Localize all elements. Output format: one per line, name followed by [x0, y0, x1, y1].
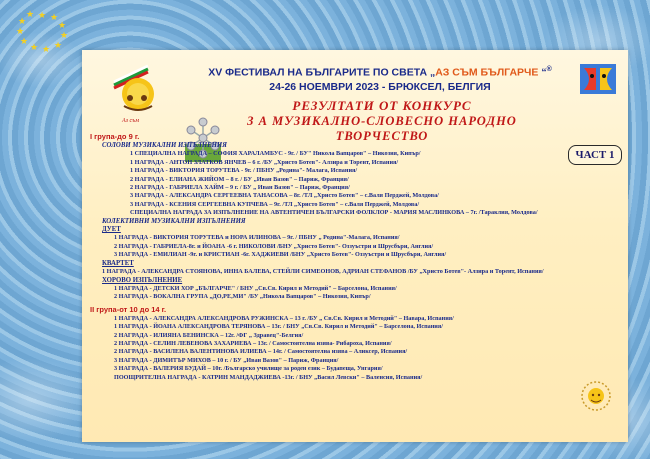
list-item: 1 НАГРАДА - ДЕТСКИ ХОР „БЪЛГАРЧЕ" / БНУ „Св.Св. Кирил и Методий" – Барселона, Испания/ — [114, 284, 397, 292]
results-subtitle: З А МУЗИКАЛНО-СЛОВЕСНО НАРОДНО ТВОРЧЕСТВО — [247, 114, 517, 143]
svg-text:★: ★ — [26, 9, 35, 19]
svg-text:★: ★ — [30, 42, 39, 52]
dates-line: 24-26 НОЕМВРИ 2023 - БРЮКСЕЛ, БЕЛГИЯ — [269, 81, 491, 93]
svg-text:★: ★ — [20, 36, 29, 46]
solo-section-title: СОЛОВИ МУЗИКАЛНИ ИЗПЪЛНЕНИЯ — [102, 142, 227, 149]
part-badge: ЧАСТ 1 — [568, 145, 622, 165]
svg-text:★: ★ — [54, 40, 63, 50]
list-item: 3 НАГРАДА - ВАЛЕРИЯ БУДАЙ – 10г. /Българско училище за роден език – Будапеща, Унгария/ — [114, 365, 383, 373]
festival-name: АЗ СЪМ БЪЛГАРЧЕ — [435, 66, 539, 79]
festival-line-suffix: “ — [538, 66, 547, 79]
star-circle-icon — [8, 8, 78, 54]
list-item: 3 НАГРАДА - КСЕНИЯ СЕРГЕЕВНА КУПЧЕВА – 9г. /ТЛ „Христо Ботев" – с.Валя Перджей, Молдова/ — [130, 200, 420, 208]
festival-line-prefix: XV ФЕСТИВАЛ НА БЪЛГАРИТЕ ПО СВЕТА „ — [208, 66, 436, 79]
quartet-title: КВАРТЕТ — [102, 259, 134, 267]
small-festival-logo-icon — [576, 374, 616, 422]
list-item: 2 НАГРАДА - ГАБРИЕЛА-8г. и ЙОАНА -6 г. НИКОЛОВИ /БНУ „Христо Ботев"- Оззуъстри и Шрусбъри, Англия/ — [114, 242, 434, 250]
list-item: 1 НАГРАДА - АЛЕКСАНДРА АЛЕКСАНДРОВА РУЖИНСКА – 13 г. /БУ „ Св.Св. Кирил и Методий" – Навара, Испания/ — [114, 314, 454, 322]
results-list — [90, 132, 566, 382]
svg-text:Аз съм: Аз съм — [122, 118, 140, 124]
list-item: 1 НАГРАДА - ВИКТОРИЯ ТОРУТЕВА - 9г. / ПБНУ „Родина"- Малага, Испания/ — [130, 167, 358, 175]
list-item: 2 НАГРАДА - СЕЛИН ЛЕВЕНОВА ЗАХАРИЕВА – 13г. / Самостоятелна изява- Рибароха, Испания/ — [114, 339, 392, 347]
choir-title: ХОРОВО ИЗПЪЛНЕНИЕ — [102, 276, 183, 284]
list-item: 1 НАГРАДА - ВИКТОРИЯ ТОРУТЕВА и НОРА ИЛИНОВА – 9г. / ПБНУ „ Родина"-Малага, Испания/ — [114, 234, 400, 242]
list-item: 3 НАГРАДА - ЕМИЛИАН -9г. и КРИСТИАН -6г. ХАДЖИЕВИ /БНУ „Христо Ботев"- Оззуъстри и Шрусбъри, Англия/ — [114, 251, 447, 259]
list-item: 2 НАГРАДА - ВОКАЛНА ГРУПА „ДО,РЕ,МИ" /БУ „Никола Вапцаров" – Никозия, Кипър/ — [114, 293, 371, 301]
list-item: 3 НАГРАДА - ДИМИТЪР МИХОВ – 10 г. / БУ „Иван Вазов" – Париж, Франция/ — [114, 356, 339, 364]
registered-mark: ® — [546, 66, 552, 73]
festival-heading — [170, 66, 590, 79]
results-card — [82, 50, 628, 442]
list-item: 3 НАГРАДА - АЛЕКСАНДРА СЕРГЕЕВНА ТАНАСОВА – 8г. /ТЛ „Христо Ботев" – с.Валя Перджей, Молдова/ — [130, 192, 439, 200]
list-item: 1 СПЕЦИАЛНА НАГРАДА – СОФИЯ ХАРАЛАМБУС - 9г. / БУ" Никола Вапцаров" – Никозия, Кипър/ — [130, 150, 421, 158]
list-item: СПЕЦИАЛНА НАГРАДА ЗА ИЗПЪЛНЕНИЕ НА АВТЕНТИЧЕН БЪЛГАРСКИ ФОЛКЛОР - МАРИЯ МАСЛИНКОВА – 7г. /Тараклия, Молдова/ — [130, 209, 538, 217]
duet-title: ДУЕТ — [102, 226, 121, 234]
list-item: 2 НАГРАДА - ВАСИЛЕНА ВАЛЕНТИНОВА ИЛИЕВА – 14г. / Самостоятелна изява – Аликсер, Испания/ — [114, 348, 408, 356]
svg-text:★: ★ — [38, 10, 47, 20]
festival-logo-icon — [108, 58, 164, 124]
faces-logo-icon — [580, 64, 616, 94]
collective-section-title: КОЛЕКТИВНИ МУЗИКАЛНИ ИЗПЪЛНЕНИЯ — [102, 217, 246, 225]
svg-text:★: ★ — [42, 44, 51, 54]
list-item: 1 НАГРАДА - ЙОАНА АЛЕКСАНДРОВА ТЕРЯНОВА – 13г. / БНУ „Св.Св. Кирил и Методий" – Барселона, Испания/ — [114, 323, 443, 331]
list-item: 1 НАГРАДА - АНТОН ЗЛАТКОВ ЯНЧЕВ – 6 г. /БУ „Христо Ботев"- Алзира и Торент, Испания/ — [130, 158, 399, 166]
results-title: РЕЗУЛТАТИ ОТ КОНКУРС — [292, 98, 472, 113]
svg-text:★: ★ — [60, 30, 69, 40]
list-item: 2 НАГРАДА - ИЛИЯНА БЕНИНСКА – 12г. /ФГ „ Здравец"-Белгия/ — [114, 331, 304, 339]
group1-title: I група-до 9 г. — [90, 132, 140, 141]
list-item: 2 НАГРАДА - ГАБРИЕЛА ХАЙМ – 9 г. / БУ „ Иван Вазов" – Париж, Франция/ — [130, 184, 350, 192]
svg-text:★: ★ — [58, 20, 67, 30]
list-item: 1 НАГРАДА - АЛЕКСАНДРА СТОЯНОВА, ИННА БАЛЕВА, СТЕЙЛИ СИМЕОНОВ, АДРИАН СТЕФАНОВ /БУ „Христо Ботев"- Алзира и Торент, Испания/ — [102, 268, 544, 276]
list-item: ПООЩРИТЕЛНА НАГРАДА - КАТРИН МАНДАДЖИЕВА -13г. / БНУ „Васил Левски" – Валенсия, Испания/ — [114, 373, 423, 381]
svg-text:★: ★ — [16, 26, 25, 36]
svg-text:★: ★ — [50, 12, 59, 22]
svg-text:★: ★ — [18, 16, 27, 26]
group2-title: II група-от 10 до 14 г. — [90, 304, 167, 314]
list-item: 2 НАГРАДА - ЕЛИАНА ЖИЙОМ – 8 г. / БУ „Иван Вазов" – Париж, Франция/ — [130, 175, 349, 183]
